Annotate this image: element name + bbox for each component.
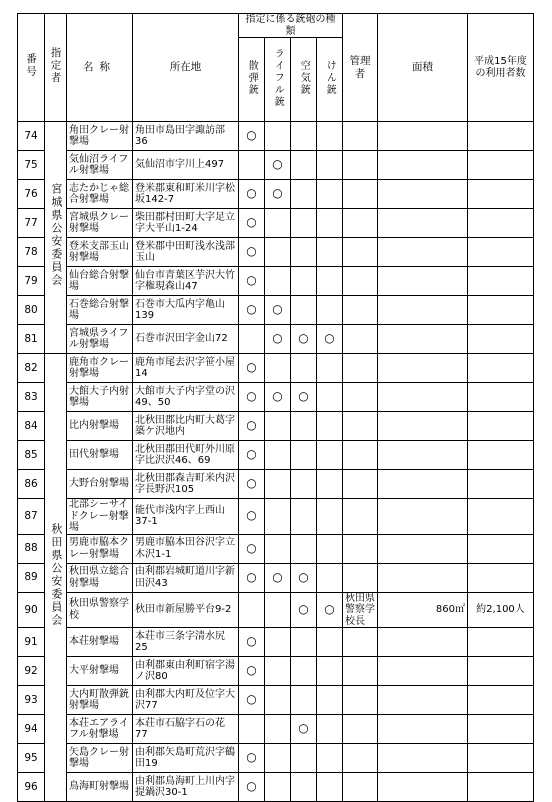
- pistol-mark: [317, 238, 343, 267]
- row-number: 89: [18, 563, 45, 592]
- facility-name: 本荘エアライフル射撃場: [67, 715, 133, 744]
- rifle-mark: [265, 499, 291, 535]
- table-row: [18, 592, 534, 628]
- facility-name: 宮城県ライフル射撃場: [67, 325, 133, 354]
- pistol-mark: [317, 296, 343, 325]
- table-row: [18, 180, 534, 209]
- row-number: 74: [18, 122, 45, 151]
- pistol-mark: [317, 267, 343, 296]
- air-gun-mark: [291, 296, 317, 325]
- manager-cell: [343, 715, 378, 744]
- header-rifle: ライフル銃: [265, 38, 291, 122]
- users-cell: [468, 209, 534, 238]
- air-gun-mark: [291, 209, 317, 238]
- rifle-mark: [265, 441, 291, 470]
- area-cell: [378, 534, 468, 563]
- area-cell: [378, 470, 468, 499]
- shotgun-mark: ○: [239, 744, 265, 773]
- facility-address: 石巻市沢田字金山72: [133, 325, 239, 354]
- facility-name: 矢島クレー射撃場: [67, 744, 133, 773]
- area-cell: [378, 628, 468, 657]
- rifle-mark: [265, 744, 291, 773]
- table-row: [18, 715, 534, 744]
- table-row: [18, 325, 534, 354]
- row-number: 84: [18, 412, 45, 441]
- pistol-mark: [317, 441, 343, 470]
- row-number: 78: [18, 238, 45, 267]
- facility-name: 秋田県警察学校: [67, 592, 133, 628]
- table-row: [18, 499, 534, 535]
- shotgun-mark: [239, 715, 265, 744]
- users-cell: [468, 180, 534, 209]
- manager-cell: [343, 499, 378, 535]
- facility-name: 登米支部玉山射撃場: [67, 238, 133, 267]
- header-users: 平成15年度の利用者数: [468, 14, 534, 122]
- facility-address: 能代市浅内字上西山37-1: [133, 499, 239, 535]
- table-row: [18, 238, 534, 267]
- facility-name: 田代射撃場: [67, 441, 133, 470]
- rifle-mark: ○: [265, 151, 291, 180]
- rifle-mark: [265, 209, 291, 238]
- facility-name: 北部シーサイドクレー射撃場: [67, 499, 133, 535]
- table-row: [18, 657, 534, 686]
- facility-name: 大内町散弾銃射撃場: [67, 686, 133, 715]
- area-cell: [378, 499, 468, 535]
- shotgun-mark: ○: [239, 238, 265, 267]
- air-gun-mark: [291, 267, 317, 296]
- manager-cell: [343, 563, 378, 592]
- area-cell: [378, 383, 468, 412]
- shotgun-mark: ○: [239, 470, 265, 499]
- facility-address: 由利郡鳥海町上川内字提鍋沢30-1: [133, 773, 239, 802]
- rifle-mark: [265, 238, 291, 267]
- users-cell: [468, 151, 534, 180]
- pistol-mark: [317, 657, 343, 686]
- facility-name: 石巻総合射撃場: [67, 296, 133, 325]
- air-gun-mark: [291, 773, 317, 802]
- facility-address: 由利郡東由利町宿字湯ノ沢80: [133, 657, 239, 686]
- users-cell: [468, 563, 534, 592]
- table-row: [18, 441, 534, 470]
- header-pistol: けん銃: [317, 38, 343, 122]
- row-number: 76: [18, 180, 45, 209]
- row-number: 80: [18, 296, 45, 325]
- pistol-mark: ○: [317, 592, 343, 628]
- table-row: [18, 296, 534, 325]
- area-cell: [378, 715, 468, 744]
- facility-address: 本荘市三条字清水尻25: [133, 628, 239, 657]
- area-cell: 860㎡: [378, 592, 468, 628]
- facility-address: 秋田市新屋勝平台9-2: [133, 592, 239, 628]
- air-gun-mark: [291, 744, 317, 773]
- table-row: [18, 686, 534, 715]
- facility-address: 鹿角市尾去沢字笹小屋14: [133, 354, 239, 383]
- users-cell: [468, 383, 534, 412]
- facility-address: 登米郡中田町浅水浅部玉山: [133, 238, 239, 267]
- manager-cell: [343, 657, 378, 686]
- area-cell: [378, 773, 468, 802]
- rifle-mark: ○: [265, 383, 291, 412]
- facility-name: 鳥海町射撃場: [67, 773, 133, 802]
- users-cell: [468, 470, 534, 499]
- header-manager: 管理者: [343, 14, 378, 122]
- air-gun-mark: [291, 238, 317, 267]
- row-number: 94: [18, 715, 45, 744]
- rifle-mark: [265, 267, 291, 296]
- area-cell: [378, 180, 468, 209]
- shotgun-mark: ○: [239, 383, 265, 412]
- shotgun-mark: ○: [239, 534, 265, 563]
- manager-cell: [343, 628, 378, 657]
- manager-cell: [343, 209, 378, 238]
- shotgun-mark: ○: [239, 180, 265, 209]
- manager-cell: [343, 180, 378, 209]
- row-number: 81: [18, 325, 45, 354]
- row-number: 92: [18, 657, 45, 686]
- pistol-mark: [317, 354, 343, 383]
- facility-name: 大野台射撃場: [67, 470, 133, 499]
- shotgun-mark: ○: [239, 499, 265, 535]
- manager-cell: [343, 686, 378, 715]
- users-cell: [468, 534, 534, 563]
- manager-cell: [343, 412, 378, 441]
- manager-cell: [343, 773, 378, 802]
- users-cell: [468, 628, 534, 657]
- rifle-mark: [265, 715, 291, 744]
- row-number: 87: [18, 499, 45, 535]
- rifle-mark: [265, 354, 291, 383]
- facility-name: 大平射撃場: [67, 657, 133, 686]
- air-gun-mark: [291, 412, 317, 441]
- rifle-mark: ○: [265, 296, 291, 325]
- row-number: 77: [18, 209, 45, 238]
- facility-address: 気仙沼市字川上497: [133, 151, 239, 180]
- users-cell: [468, 122, 534, 151]
- manager-cell: [343, 325, 378, 354]
- manager-cell: [343, 296, 378, 325]
- row-number: 95: [18, 744, 45, 773]
- header-designator: 指定者: [45, 14, 67, 122]
- row-number: 85: [18, 441, 45, 470]
- air-gun-mark: ○: [291, 715, 317, 744]
- pistol-mark: [317, 412, 343, 441]
- users-cell: [468, 441, 534, 470]
- users-cell: [468, 715, 534, 744]
- facility-name: 比内射撃場: [67, 412, 133, 441]
- facility-name: 仙台総合射撃場: [67, 267, 133, 296]
- manager-cell: [343, 470, 378, 499]
- air-gun-mark: ○: [291, 383, 317, 412]
- pistol-mark: [317, 773, 343, 802]
- table-row: [18, 534, 534, 563]
- facility-address: 由利郡岩城町道川字新田沢43: [133, 563, 239, 592]
- rifle-mark: [265, 534, 291, 563]
- header-address: 所在地: [133, 14, 239, 122]
- shotgun-mark: ○: [239, 628, 265, 657]
- row-number: 88: [18, 534, 45, 563]
- manager-cell: [343, 151, 378, 180]
- pistol-mark: [317, 122, 343, 151]
- air-gun-mark: [291, 180, 317, 209]
- shotgun-mark: ○: [239, 122, 265, 151]
- row-number: 82: [18, 354, 45, 383]
- designator-group: [45, 354, 67, 802]
- facility-address: 由利郡大内町及位字大沢77: [133, 686, 239, 715]
- shotgun-mark: [239, 592, 265, 628]
- manager-cell: [343, 383, 378, 412]
- rifle-mark: [265, 412, 291, 441]
- pistol-mark: [317, 180, 343, 209]
- users-cell: [468, 412, 534, 441]
- pistol-mark: [317, 470, 343, 499]
- shotgun-mark: ○: [239, 657, 265, 686]
- facility-address: 柴田郡村田町大字足立字大平山1-24: [133, 209, 239, 238]
- designator-group: [45, 122, 67, 354]
- facility-address: 仙台市青葉区芋沢大竹字権現森山47: [133, 267, 239, 296]
- header-number: 番号: [18, 14, 45, 122]
- air-gun-mark: [291, 628, 317, 657]
- area-cell: [378, 238, 468, 267]
- table-header: [18, 14, 534, 122]
- designator-name: 宮城県公安委員会: [49, 183, 63, 288]
- facility-address: 北秋田郡森吉町米内沢字長野沢105: [133, 470, 239, 499]
- header-area: 面積: [378, 14, 468, 122]
- rifle-mark: ○: [265, 180, 291, 209]
- shotgun-mark: ○: [239, 686, 265, 715]
- facility-address: 北秋田郡田代町外川原字比沢沢46、69: [133, 441, 239, 470]
- air-gun-mark: [291, 534, 317, 563]
- manager-cell: [343, 354, 378, 383]
- shotgun-mark: ○: [239, 296, 265, 325]
- table-row: [18, 470, 534, 499]
- table-row: [18, 412, 534, 441]
- users-cell: [468, 354, 534, 383]
- table-row: [18, 744, 534, 773]
- row-number: 86: [18, 470, 45, 499]
- users-cell: [468, 773, 534, 802]
- manager-cell: [343, 744, 378, 773]
- air-gun-mark: [291, 354, 317, 383]
- facility-name: 角田クレー射撃場: [67, 122, 133, 151]
- shooting-range-table: [17, 13, 534, 802]
- header-gun-types: 指定に係る銃砲の種類: [239, 14, 343, 38]
- area-cell: [378, 296, 468, 325]
- row-number: 93: [18, 686, 45, 715]
- air-gun-mark: [291, 657, 317, 686]
- area-cell: [378, 325, 468, 354]
- facility-address: 本荘市石脇字石の花77: [133, 715, 239, 744]
- area-cell: [378, 686, 468, 715]
- manager-cell: [343, 534, 378, 563]
- rifle-mark: ○: [265, 325, 291, 354]
- shotgun-mark: ○: [239, 354, 265, 383]
- rifle-mark: [265, 657, 291, 686]
- table-row: [18, 563, 534, 592]
- users-cell: [468, 657, 534, 686]
- pistol-mark: [317, 715, 343, 744]
- manager-cell: [343, 122, 378, 151]
- facility-address: 角田市島田字諏訪部36: [133, 122, 239, 151]
- users-cell: [468, 499, 534, 535]
- pistol-mark: [317, 151, 343, 180]
- row-number: 79: [18, 267, 45, 296]
- facility-name: 秋田県立総合射撃場: [67, 563, 133, 592]
- row-number: 83: [18, 383, 45, 412]
- area-cell: [378, 122, 468, 151]
- air-gun-mark: [291, 122, 317, 151]
- air-gun-mark: ○: [291, 563, 317, 592]
- rifle-mark: [265, 470, 291, 499]
- rifle-mark: [265, 592, 291, 628]
- manager-cell: [343, 238, 378, 267]
- area-cell: [378, 267, 468, 296]
- table-row: [18, 122, 534, 151]
- header-name: 名称: [67, 14, 133, 122]
- shotgun-mark: ○: [239, 773, 265, 802]
- area-cell: [378, 151, 468, 180]
- table-body: [18, 122, 534, 802]
- users-cell: [468, 325, 534, 354]
- area-cell: [378, 563, 468, 592]
- pistol-mark: [317, 686, 343, 715]
- facility-address: 北秋田郡比内町大葛字築ケ沢地内: [133, 412, 239, 441]
- shotgun-mark: ○: [239, 209, 265, 238]
- facility-address: 登米郡東和町米川字松坂142-7: [133, 180, 239, 209]
- facility-name: 鹿角市クレー射撃場: [67, 354, 133, 383]
- air-gun-mark: ○: [291, 592, 317, 628]
- header-air-gun: 空気銃: [291, 38, 317, 122]
- pistol-mark: [317, 499, 343, 535]
- pistol-mark: [317, 383, 343, 412]
- row-number: 91: [18, 628, 45, 657]
- shotgun-mark: ○: [239, 563, 265, 592]
- air-gun-mark: [291, 151, 317, 180]
- manager-cell: [343, 441, 378, 470]
- table-row: [18, 383, 534, 412]
- table-row: [18, 354, 534, 383]
- users-cell: [468, 686, 534, 715]
- facility-name: 本荘射撃場: [67, 628, 133, 657]
- shotgun-mark: ○: [239, 412, 265, 441]
- users-cell: [468, 267, 534, 296]
- manager-cell: 秋田県警察学校長: [343, 592, 378, 628]
- rifle-mark: [265, 122, 291, 151]
- users-cell: 約2,100人: [468, 592, 534, 628]
- shotgun-mark: ○: [239, 267, 265, 296]
- table-row: [18, 151, 534, 180]
- facility-name: 志たかじゃ総合射撃場: [67, 180, 133, 209]
- pistol-mark: [317, 563, 343, 592]
- table-row: [18, 773, 534, 802]
- facility-name: 大館大子内射撃場: [67, 383, 133, 412]
- row-number: 96: [18, 773, 45, 802]
- users-cell: [468, 238, 534, 267]
- pistol-mark: [317, 744, 343, 773]
- area-cell: [378, 209, 468, 238]
- pistol-mark: [317, 209, 343, 238]
- area-cell: [378, 657, 468, 686]
- pistol-mark: ○: [317, 325, 343, 354]
- area-cell: [378, 441, 468, 470]
- facility-address: 石巻市大瓜内字亀山139: [133, 296, 239, 325]
- air-gun-mark: [291, 686, 317, 715]
- rifle-mark: ○: [265, 563, 291, 592]
- table-row: [18, 267, 534, 296]
- header-shotgun: 散弾銃: [239, 38, 265, 122]
- users-cell: [468, 744, 534, 773]
- rifle-mark: [265, 686, 291, 715]
- facility-name: 気仙沼ライフル射撃場: [67, 151, 133, 180]
- table-row: [18, 209, 534, 238]
- shotgun-mark: [239, 151, 265, 180]
- air-gun-mark: [291, 470, 317, 499]
- facility-address: 由利郡矢島町荒沢字鶴田19: [133, 744, 239, 773]
- shotgun-mark: ○: [239, 441, 265, 470]
- pistol-mark: [317, 534, 343, 563]
- designator-name: 秋田県公安委員会: [49, 523, 63, 628]
- facility-name: 男鹿市脇本クレー射撃場: [67, 534, 133, 563]
- rifle-mark: [265, 628, 291, 657]
- row-number: 90: [18, 592, 45, 628]
- pistol-mark: [317, 628, 343, 657]
- air-gun-mark: [291, 499, 317, 535]
- facility-address: 大館市大子内字堂の沢49、50: [133, 383, 239, 412]
- area-cell: [378, 744, 468, 773]
- table-row: [18, 628, 534, 657]
- air-gun-mark: ○: [291, 325, 317, 354]
- rifle-mark: [265, 773, 291, 802]
- area-cell: [378, 354, 468, 383]
- users-cell: [468, 296, 534, 325]
- shotgun-mark: [239, 325, 265, 354]
- area-cell: [378, 412, 468, 441]
- facility-address: 男鹿市脇本田谷沢字立木沢1-1: [133, 534, 239, 563]
- facility-name: 宮城県クレー射撃場: [67, 209, 133, 238]
- row-number: 75: [18, 151, 45, 180]
- air-gun-mark: [291, 441, 317, 470]
- manager-cell: [343, 267, 378, 296]
